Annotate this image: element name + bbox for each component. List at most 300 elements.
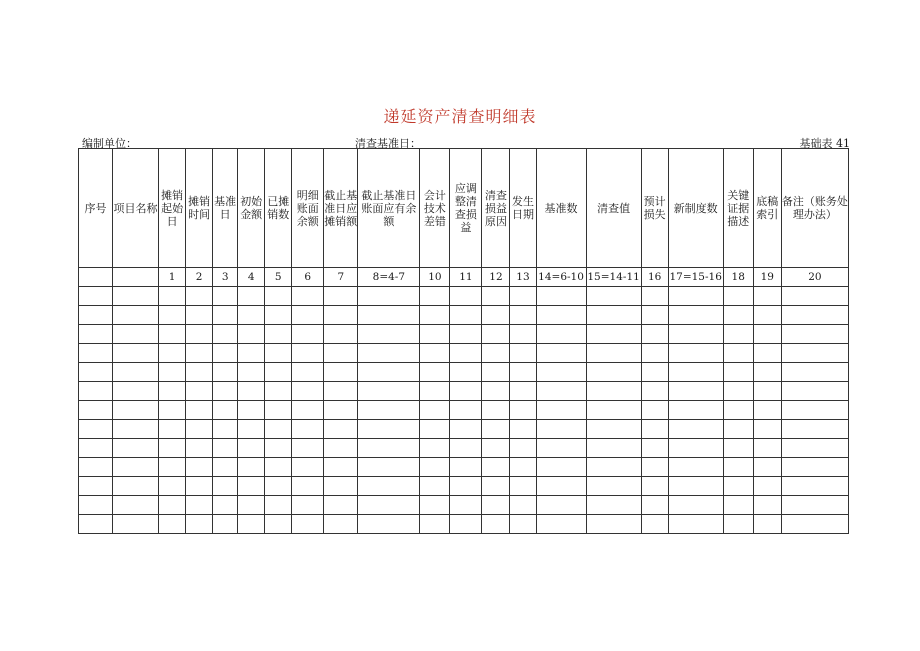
table-cell[interactable]: [358, 477, 420, 496]
table-cell[interactable]: [324, 306, 358, 325]
table-cell[interactable]: [510, 439, 536, 458]
table-cell[interactable]: [358, 382, 420, 401]
table-cell[interactable]: [238, 420, 265, 439]
table-cell[interactable]: [265, 496, 292, 515]
table-cell[interactable]: [324, 515, 358, 534]
table-cell[interactable]: [641, 515, 668, 534]
table-cell[interactable]: [668, 420, 723, 439]
table-cell[interactable]: [450, 306, 482, 325]
table-cell[interactable]: [358, 363, 420, 382]
table-cell[interactable]: [586, 306, 641, 325]
table-cell[interactable]: [482, 344, 510, 363]
table-cell[interactable]: [482, 439, 510, 458]
table-cell[interactable]: [186, 420, 213, 439]
table-cell[interactable]: [238, 344, 265, 363]
table-cell[interactable]: [186, 382, 213, 401]
table-cell[interactable]: [159, 515, 186, 534]
table-cell[interactable]: [753, 401, 781, 420]
table-cell[interactable]: [450, 363, 482, 382]
table-cell[interactable]: [113, 477, 159, 496]
table-cell[interactable]: [668, 344, 723, 363]
table-cell[interactable]: [781, 458, 848, 477]
table-cell[interactable]: [213, 344, 238, 363]
table-cell[interactable]: [723, 496, 753, 515]
table-cell[interactable]: [723, 458, 753, 477]
column-number: [79, 268, 113, 287]
table-cell[interactable]: [324, 496, 358, 515]
table-cell[interactable]: [586, 287, 641, 306]
table-cell[interactable]: [753, 382, 781, 401]
table-cell[interactable]: [358, 325, 420, 344]
table-cell[interactable]: [482, 420, 510, 439]
table-cell[interactable]: [641, 420, 668, 439]
table-cell[interactable]: [482, 382, 510, 401]
table-cell[interactable]: [420, 458, 450, 477]
table-cell[interactable]: [159, 382, 186, 401]
table-cell[interactable]: [586, 382, 641, 401]
table-cell[interactable]: [420, 477, 450, 496]
table-cell[interactable]: [641, 382, 668, 401]
table-cell[interactable]: [482, 477, 510, 496]
table-cell[interactable]: [723, 287, 753, 306]
table-cell[interactable]: [324, 363, 358, 382]
table-cell[interactable]: [292, 287, 324, 306]
column-number: 18: [723, 268, 753, 287]
table-cell[interactable]: [420, 439, 450, 458]
table-cell[interactable]: [668, 287, 723, 306]
table-cell[interactable]: [292, 458, 324, 477]
table-cell[interactable]: [781, 439, 848, 458]
table-cell[interactable]: [159, 306, 186, 325]
table-cell[interactable]: [213, 363, 238, 382]
table-cell[interactable]: [113, 325, 159, 344]
table-cell[interactable]: [641, 306, 668, 325]
table-cell[interactable]: [723, 401, 753, 420]
table-cell[interactable]: [238, 439, 265, 458]
table-cell[interactable]: [159, 401, 186, 420]
table-cell[interactable]: [753, 344, 781, 363]
table-cell[interactable]: [238, 287, 265, 306]
table-cell[interactable]: [586, 439, 641, 458]
table-cell[interactable]: [265, 515, 292, 534]
table-cell[interactable]: [668, 325, 723, 344]
table-cell[interactable]: [265, 477, 292, 496]
table-cell[interactable]: [753, 306, 781, 325]
unit-label: 编制单位：: [82, 137, 137, 150]
table-cell[interactable]: [450, 420, 482, 439]
table-cell[interactable]: [79, 477, 113, 496]
table-cell[interactable]: [450, 401, 482, 420]
table-cell[interactable]: [113, 401, 159, 420]
table-cell[interactable]: [781, 306, 848, 325]
table-cell[interactable]: [113, 458, 159, 477]
table-cell[interactable]: [723, 382, 753, 401]
table-cell[interactable]: [159, 325, 186, 344]
table-cell[interactable]: [186, 515, 213, 534]
table-cell[interactable]: [510, 515, 536, 534]
table-cell[interactable]: [641, 401, 668, 420]
table-cell[interactable]: [420, 420, 450, 439]
table-cell[interactable]: [79, 325, 113, 344]
table-cell[interactable]: [292, 306, 324, 325]
table-cell[interactable]: [113, 382, 159, 401]
table-cell[interactable]: [723, 306, 753, 325]
table-cell[interactable]: [586, 363, 641, 382]
table-cell[interactable]: [586, 325, 641, 344]
table-cell[interactable]: [510, 477, 536, 496]
table-cell[interactable]: [79, 306, 113, 325]
table-cell[interactable]: [79, 287, 113, 306]
table-cell[interactable]: [79, 515, 113, 534]
table-cell[interactable]: [213, 325, 238, 344]
table-cell[interactable]: [641, 496, 668, 515]
table-cell[interactable]: [668, 382, 723, 401]
table-cell[interactable]: [723, 477, 753, 496]
table-cell[interactable]: [324, 420, 358, 439]
table-cell[interactable]: [358, 420, 420, 439]
table-cell[interactable]: [450, 287, 482, 306]
table-cell[interactable]: [358, 287, 420, 306]
table-cell[interactable]: [723, 439, 753, 458]
table-cell[interactable]: [324, 382, 358, 401]
table-cell[interactable]: [186, 477, 213, 496]
table-cell[interactable]: [292, 496, 324, 515]
table-cell[interactable]: [292, 325, 324, 344]
table-cell[interactable]: [79, 382, 113, 401]
column-header: 预计损失: [641, 149, 668, 268]
table-cell[interactable]: [420, 401, 450, 420]
table-cell[interactable]: [536, 458, 586, 477]
table-cell[interactable]: [723, 420, 753, 439]
table-cell[interactable]: [510, 382, 536, 401]
table-cell[interactable]: [79, 458, 113, 477]
table-cell[interactable]: [450, 477, 482, 496]
table-cell[interactable]: [358, 439, 420, 458]
table-cell[interactable]: [186, 401, 213, 420]
table-cell[interactable]: [450, 515, 482, 534]
table-cell[interactable]: [781, 287, 848, 306]
table-cell[interactable]: [358, 496, 420, 515]
table-cell[interactable]: [420, 496, 450, 515]
table-cell[interactable]: [186, 325, 213, 344]
header-row: [79, 149, 849, 268]
table-cell[interactable]: [536, 439, 586, 458]
table-cell[interactable]: [668, 515, 723, 534]
table-cell[interactable]: [536, 382, 586, 401]
table-cell[interactable]: [641, 287, 668, 306]
table-cell[interactable]: [159, 496, 186, 515]
table-cell[interactable]: [641, 439, 668, 458]
column-number: 7: [324, 268, 358, 287]
table-cell[interactable]: [213, 515, 238, 534]
table-cell[interactable]: [292, 382, 324, 401]
table-cell[interactable]: [536, 420, 586, 439]
table-cell[interactable]: [159, 439, 186, 458]
table-cell[interactable]: [265, 344, 292, 363]
table-cell[interactable]: [265, 363, 292, 382]
table-cell[interactable]: [324, 287, 358, 306]
table-cell[interactable]: [265, 325, 292, 344]
table-cell[interactable]: [265, 458, 292, 477]
table-cell[interactable]: [292, 477, 324, 496]
table-cell[interactable]: [186, 344, 213, 363]
table-cell[interactable]: [753, 325, 781, 344]
table-cell[interactable]: [186, 439, 213, 458]
table-cell[interactable]: [781, 344, 848, 363]
table-cell[interactable]: [186, 287, 213, 306]
table-cell[interactable]: [753, 420, 781, 439]
table-row: [79, 325, 849, 344]
table-cell[interactable]: [723, 325, 753, 344]
table-cell[interactable]: [292, 401, 324, 420]
table-cell[interactable]: [159, 458, 186, 477]
table-cell[interactable]: [238, 515, 265, 534]
table-cell[interactable]: [79, 401, 113, 420]
table-cell[interactable]: [450, 496, 482, 515]
table-cell[interactable]: [536, 325, 586, 344]
table-cell[interactable]: [536, 477, 586, 496]
table-cell[interactable]: [668, 401, 723, 420]
column-number: 15=14-11: [586, 268, 641, 287]
table-cell[interactable]: [510, 306, 536, 325]
column-header: 清查值: [586, 149, 641, 268]
table-cell[interactable]: [781, 515, 848, 534]
table-cell[interactable]: [482, 515, 510, 534]
table-cell[interactable]: [265, 420, 292, 439]
table-cell[interactable]: [510, 344, 536, 363]
table-cell[interactable]: [450, 344, 482, 363]
column-number: 4: [238, 268, 265, 287]
table-cell[interactable]: [213, 420, 238, 439]
table-cell[interactable]: [113, 344, 159, 363]
column-header: 截止基准日账面应有余额: [358, 149, 420, 268]
table-cell[interactable]: [641, 344, 668, 363]
table-cell[interactable]: [753, 363, 781, 382]
table-cell[interactable]: [482, 287, 510, 306]
table-cell[interactable]: [586, 477, 641, 496]
table-cell[interactable]: [641, 458, 668, 477]
table-cell[interactable]: [668, 439, 723, 458]
table-cell[interactable]: [781, 363, 848, 382]
table-cell[interactable]: [641, 325, 668, 344]
table-cell[interactable]: [668, 458, 723, 477]
table-cell[interactable]: [213, 458, 238, 477]
column-header: 新制度数: [668, 149, 723, 268]
table-cell[interactable]: [482, 306, 510, 325]
table-cell[interactable]: [482, 363, 510, 382]
table-cell[interactable]: [781, 420, 848, 439]
table-cell[interactable]: [781, 496, 848, 515]
table-cell[interactable]: [238, 325, 265, 344]
table-cell[interactable]: [213, 439, 238, 458]
table-cell[interactable]: [450, 458, 482, 477]
table-cell[interactable]: [213, 306, 238, 325]
table-cell[interactable]: [213, 496, 238, 515]
table-cell[interactable]: [450, 325, 482, 344]
table-cell[interactable]: [186, 306, 213, 325]
table-cell[interactable]: [753, 439, 781, 458]
table-cell[interactable]: [159, 363, 186, 382]
table-cell[interactable]: [510, 496, 536, 515]
table-cell[interactable]: [113, 515, 159, 534]
table-cell[interactable]: [159, 477, 186, 496]
table-cell[interactable]: [265, 382, 292, 401]
table-cell[interactable]: [586, 515, 641, 534]
table-cell[interactable]: [420, 515, 450, 534]
table-cell[interactable]: [324, 439, 358, 458]
table-cell[interactable]: [213, 382, 238, 401]
table-cell[interactable]: [510, 420, 536, 439]
table-cell[interactable]: [586, 458, 641, 477]
table-cell[interactable]: [482, 496, 510, 515]
table-cell[interactable]: [723, 344, 753, 363]
table-cell[interactable]: [510, 363, 536, 382]
table-cell[interactable]: [641, 363, 668, 382]
column-header: 摊销时间: [186, 149, 213, 268]
table-cell[interactable]: [113, 496, 159, 515]
table-cell[interactable]: [113, 439, 159, 458]
table-cell[interactable]: [420, 344, 450, 363]
column-header: 截止基准日应摊销额: [324, 149, 358, 268]
table-cell[interactable]: [238, 458, 265, 477]
table-cell[interactable]: [265, 306, 292, 325]
table-cell[interactable]: [641, 477, 668, 496]
table-cell[interactable]: [723, 515, 753, 534]
table-cell[interactable]: [536, 401, 586, 420]
table-cell[interactable]: [358, 306, 420, 325]
table-row: [79, 306, 849, 325]
table-cell[interactable]: [324, 477, 358, 496]
table-cell[interactable]: [79, 420, 113, 439]
table-cell[interactable]: [536, 363, 586, 382]
column-number: 10: [420, 268, 450, 287]
table-cell[interactable]: [781, 477, 848, 496]
table-cell[interactable]: [510, 325, 536, 344]
table-cell[interactable]: [536, 306, 586, 325]
table-cell[interactable]: [753, 477, 781, 496]
table-cell[interactable]: [79, 439, 113, 458]
column-number: 8=4-7: [358, 268, 420, 287]
table-cell[interactable]: [213, 477, 238, 496]
table-cell[interactable]: [213, 287, 238, 306]
table-cell[interactable]: [536, 344, 586, 363]
table-cell[interactable]: [586, 420, 641, 439]
table-cell[interactable]: [238, 496, 265, 515]
column-number: 1: [159, 268, 186, 287]
table-cell[interactable]: [186, 496, 213, 515]
table-cell[interactable]: [265, 439, 292, 458]
table-cell[interactable]: [265, 401, 292, 420]
table-cell[interactable]: [753, 496, 781, 515]
column-number: 14=6-10: [536, 268, 586, 287]
column-header: 明细账面余额: [292, 149, 324, 268]
table-cell[interactable]: [420, 363, 450, 382]
table-cell[interactable]: [586, 496, 641, 515]
table-cell[interactable]: [420, 325, 450, 344]
table-cell[interactable]: [536, 515, 586, 534]
table-cell[interactable]: [292, 420, 324, 439]
table-cell[interactable]: [324, 325, 358, 344]
table-cell[interactable]: [586, 344, 641, 363]
table-cell[interactable]: [482, 325, 510, 344]
table-row: [79, 439, 849, 458]
table-cell[interactable]: [450, 382, 482, 401]
table-cell[interactable]: [781, 382, 848, 401]
table-cell[interactable]: [358, 344, 420, 363]
table-cell[interactable]: [159, 344, 186, 363]
table-cell[interactable]: [238, 306, 265, 325]
table-cell[interactable]: [482, 401, 510, 420]
table-cell[interactable]: [668, 477, 723, 496]
table-cell[interactable]: [113, 363, 159, 382]
table-cell[interactable]: [668, 306, 723, 325]
table-cell[interactable]: [536, 496, 586, 515]
table-cell[interactable]: [79, 344, 113, 363]
table-cell[interactable]: [510, 287, 536, 306]
table-cell[interactable]: [420, 306, 450, 325]
column-number: 3: [213, 268, 238, 287]
column-number: 6: [292, 268, 324, 287]
table-cell[interactable]: [753, 458, 781, 477]
table-cell[interactable]: [668, 496, 723, 515]
table-cell[interactable]: [292, 515, 324, 534]
table-cell[interactable]: [450, 439, 482, 458]
column-header: 底稿索引: [753, 149, 781, 268]
table-cell[interactable]: [238, 363, 265, 382]
table-cell[interactable]: [238, 477, 265, 496]
table-cell[interactable]: [723, 363, 753, 382]
table-cell[interactable]: [113, 287, 159, 306]
table-cell[interactable]: [536, 287, 586, 306]
table-cell[interactable]: [358, 515, 420, 534]
table-cell[interactable]: [420, 287, 450, 306]
table-cell[interactable]: [159, 420, 186, 439]
table-cell[interactable]: [292, 344, 324, 363]
table-cell[interactable]: [668, 363, 723, 382]
table-cell[interactable]: [482, 458, 510, 477]
table-cell[interactable]: [265, 287, 292, 306]
table-cell[interactable]: [186, 363, 213, 382]
table-cell[interactable]: [79, 363, 113, 382]
table-cell[interactable]: [186, 458, 213, 477]
table-cell[interactable]: [324, 458, 358, 477]
table-cell[interactable]: [79, 496, 113, 515]
table-cell[interactable]: [113, 420, 159, 439]
table-cell[interactable]: [358, 458, 420, 477]
table-cell[interactable]: [586, 401, 641, 420]
column-header: 摊销起始日: [159, 149, 186, 268]
table-cell[interactable]: [358, 401, 420, 420]
table-cell[interactable]: [292, 363, 324, 382]
table-cell[interactable]: [753, 287, 781, 306]
table-cell[interactable]: [781, 401, 848, 420]
table-cell[interactable]: [324, 401, 358, 420]
table-cell[interactable]: [159, 287, 186, 306]
table-cell[interactable]: [113, 306, 159, 325]
table-cell[interactable]: [510, 401, 536, 420]
table-cell[interactable]: [213, 401, 238, 420]
table-cell[interactable]: [781, 325, 848, 344]
column-number: [113, 268, 159, 287]
column-header: 发生日期: [510, 149, 536, 268]
table-cell[interactable]: [238, 382, 265, 401]
table-cell[interactable]: [420, 382, 450, 401]
table-cell[interactable]: [292, 439, 324, 458]
table-cell[interactable]: [510, 458, 536, 477]
table-cell[interactable]: [238, 401, 265, 420]
table-cell[interactable]: [324, 344, 358, 363]
table-cell[interactable]: [753, 515, 781, 534]
